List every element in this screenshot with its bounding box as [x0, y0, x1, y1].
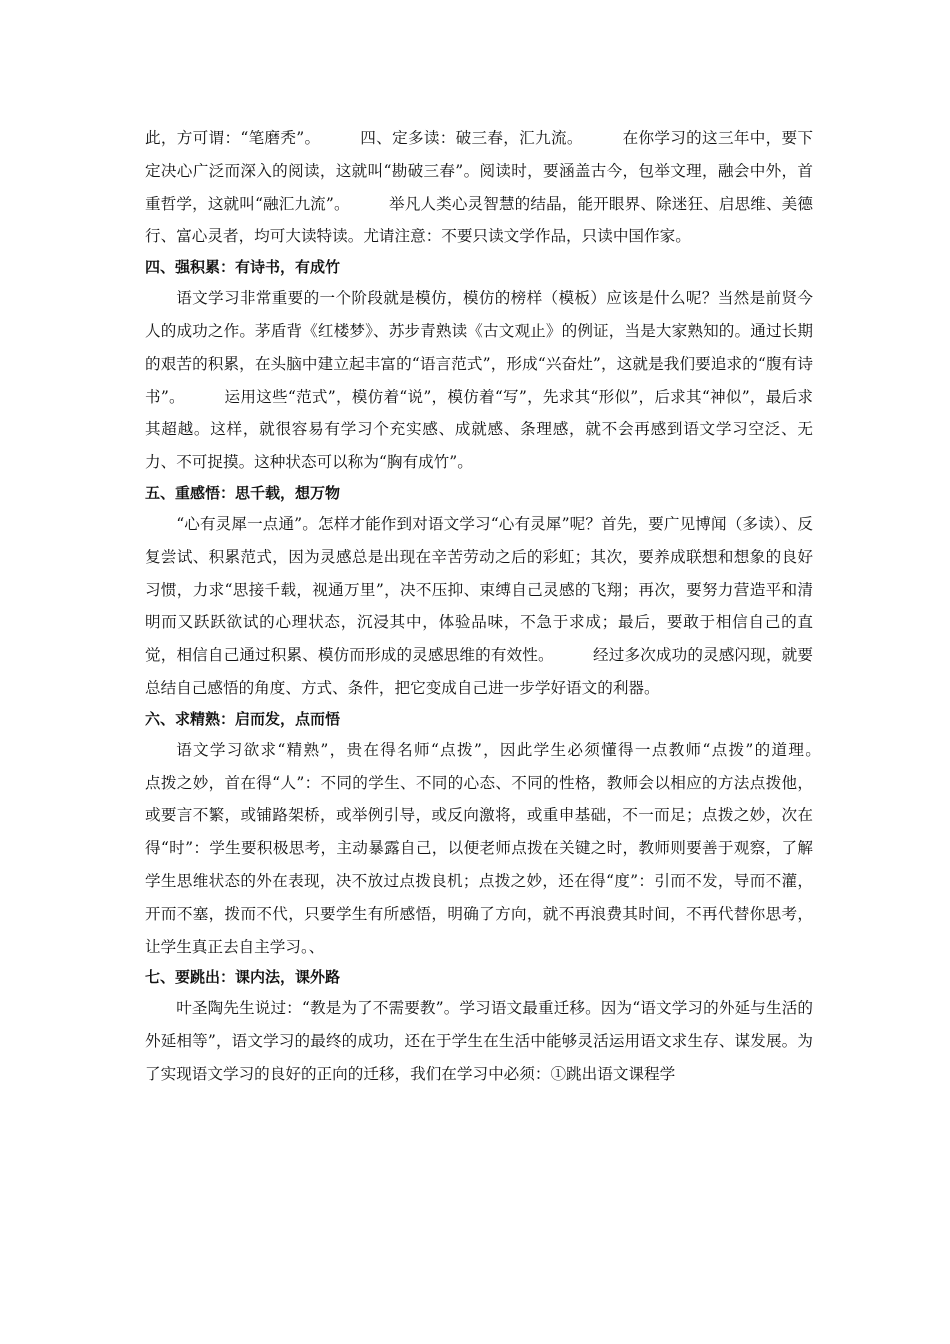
- paragraph-perception: “心有灵犀一点通”。怎样才能作到对语文学习“心有灵犀”呢？首先，要广见博闻（多读）、反复尝试、积累范式，因为灵感总是出现在辛苦劳动之后的彩虹；其次，要养成联想和想象的良好习惯，力求“思接千载，视通万里”，决不压抑、束缚自己灵感的飞翔；再次，要努力营造平和清明而又跃跃欲试的心理状态，沉浸其中，体验品味，不急于求成；最后，要敢于相信自己的直觉，相信自己通过积累、模仿而形成的灵感思维的有效性。 经过多次成功的灵感闪现，就要总结自己感悟的角度、方式、条件，把它变成自己进一步学好语文的利器。: [145, 514, 813, 697]
- paragraph-reading: 此，方可谓：“笔磨秃”。 四、定多读：破三春，汇九流。 在你学习的这三年中，要下定决心广泛而深入的阅读，这就叫“勘破三春”。阅读时，要涵盖古今，包举文理，融会中外，首重哲学，这就叫“融汇九流”。 举凡人类心灵智慧的结晶，能开眼界、除迷狂、启思维、美德行、富心灵者，均可大读特读。尤请注意：不要只读文学作品，只读中国作家。: [145, 129, 813, 246]
- section-heading-mastery: 六、求精熟：启而发，点而悟: [145, 709, 341, 728]
- section-heading-accumulate: 四、强积累：有诗书，有成竹: [145, 258, 341, 277]
- paragraph-accumulate: 语文学习非常重要的一个阶段就是模仿，模仿的榜样（模板）应该是什么呢？当然是前贤今人的成功之作。茅盾背《红楼梦》、苏步青熟读《古文观止》的例证，当是大家熟知的。通过长期的艰苦的积累，在头脑中建立起丰富的“语言范式”，形成“兴奋灶”，这就是我们要追求的“腹有诗书”。 运用这些“范式”，模仿着“说”，模仿着“写”，先求其“形似”，后求其“神似”，最后求其超越。这样，就很容易有学习个充实感、成就感、条理感，就不会再感到语文学习空泛、无力、不可捉摸。这种状态可以称为“胸有成竹”。: [145, 289, 813, 472]
- paragraph-beyond-class: 叶圣陶先生说过：“教是为了不需要教”。学习语文最重迁移。因为“语文学习的外延与生活的外延相等”，语文学习的最终的成功，还在于学生在生活中能够灵活运用语文求生存、谋发展。为了实现语文学习的良好的正向的迁移，我们在学习中必须：①跳出语文课程学: [145, 999, 813, 1083]
- paragraph-mastery: 语文学习欲求“精熟”，贵在得名师“点拨”，因此学生必须懂得一点教师“点拨”的道理。 点拨之妙，首在得“人”：不同的学生、不同的心态、不同的性格，教师会以相应的方法点拨他，或要言不繁，或铺路架桥，或举例引导，或反向激将，或重申基础，不一而足；点拨之妙，次在得“时”：学生要积极思考，主动暴露自己，以便老师点拨在关键之时，教师则要善于观察，了解学生思维状态的外在表现，决不放过点拨良机；点拨之妙，还在得“度”：引而不发，导而不灌，开而不塞，拨而不代，只要学生有所感悟，明确了方向，就不再浪费其时间，不再代替你思考，让学生真正去自主学习。、: [145, 740, 860, 956]
- document-page: [145, 122, 860, 1091]
- section-heading-beyond-class: 七、要跳出：课内法，课外路: [145, 968, 341, 987]
- section-heading-perception: 五、重感悟：思千载，想万物: [145, 483, 341, 502]
